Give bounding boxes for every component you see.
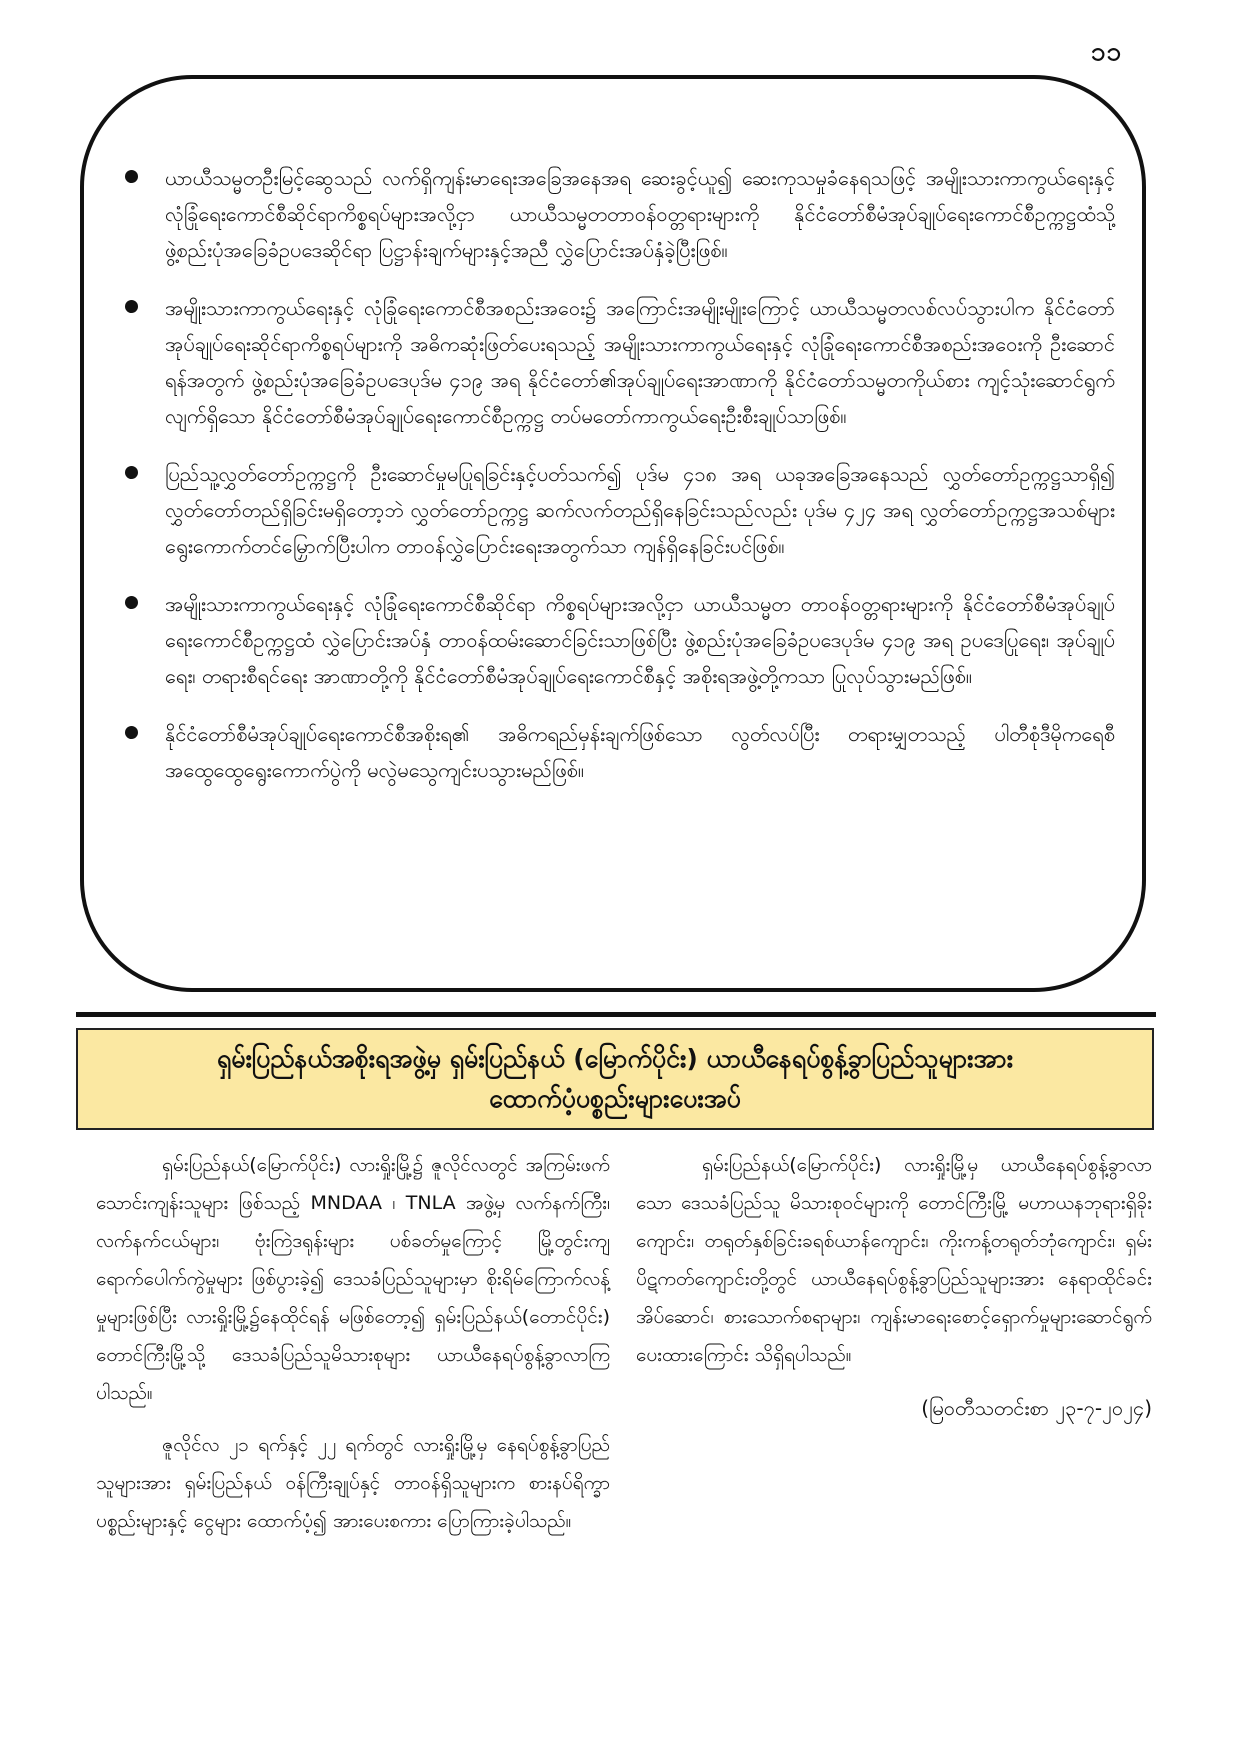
bullet-dot-icon: [125, 170, 138, 183]
headline-line-2: ထောက်ပံ့ပစ္စည်းများပေးအပ်: [489, 1084, 741, 1113]
bullet-dot-icon: [125, 466, 138, 479]
article-paragraph: ရှမ်းပြည်နယ်(မြောက်ပိုင်း) လားရှိုးမြို့မှ ယာယီနေရပ်စွန့်ခွာလာသော ဒေသခံပြည်သူ မိသားစုဝင်များကို တောင်ကြီးမြို့ မဟာယနဘုရားရှိခိုးကျောင်း၊ တရုတ်နှစ်ခြင်းခရစ်ယာန်ကျောင်း၊ ကိုးကန့်တရုတ်ဘုံကျောင်း၊ ရှမ်းပိဋကတ်ကျောင်းတို့တွင် ယာယီနေရပ်စွန့်ခွာပြည်သူများအား နေရာထိုင်ခင်းအိပ်ဆောင်၊ စားသောက်စရာများ၊ ကျန်းမာရေးစောင့်ရှောက်မှုများဆောင်ရွက်ပေးထားကြောင်း သိရှိရပါသည်။: [636, 1154, 1152, 1366]
article-column-left: [96, 1146, 610, 1554]
page-number: ၁၁: [1090, 37, 1122, 67]
article-column-right: [636, 1146, 1152, 1428]
article-paragraph: ရှမ်းပြည်နယ်(မြောက်ပိုင်း) လားရှိုးမြို့၌ ဇူလိုင်လတွင် အကြမ်းဖက်သောင်းကျန်းသူများ ဖြစ်သည့် MNDAA ၊ TNLA အဖွဲ့မှ လက်နက်ကြီး၊ လက်နက်ငယ်များ၊ ဗုံးကြဲဒရုန်းများ ပစ်ခတ်မှုကြောင့် မြို့တွင်းကျရောက်ပေါက်ကွဲမှုများ ဖြစ်ပွားခဲ့၍ ဒေသခံပြည်သူများမှာ စိုးရိမ်ကြောက်လန့်မှုများဖြစ်ပြီး လားရှိုးမြို့၌နေထိုင်ရန် မဖြစ်တော့၍ ရှမ်းပြည်နယ်(တောင်ပိုင်း) တောင်ကြီးမြို့သို့ ဒေသခံပြည်သူမိသားစုများ ယာယီနေရပ်စွန့်ခွာလာကြပါသည်။: [96, 1154, 610, 1404]
bullet-text: အမျိုးသားကာကွယ်ရေးနှင့် လုံခြုံရေးကောင်စီအစည်းအဝေး၌ အကြောင်းအမျိုးမျိုးကြောင့် ယာယီသမ္မတလစ်လပ်သွားပါက နိုင်ငံတော်အုပ်ချုပ်ရေးဆိုင်ရာကိစ္စရပ်များကို အဓိကဆုံးဖြတ်ပေးရသည့် အမျိုးသားကာကွယ်ရေးနှင့် လုံခြုံရေးကောင်စီအစည်းအဝေးကို ဦးဆောင်ရန်အတွက် ဖွဲ့စည်းပုံအခြေခံဥပဒေပုဒ်မ ၄၁၉ အရ နိုင်ငံတော်၏အုပ်ချုပ်ရေးအာဏာကို နိုင်ငံတော်သမ္မတကိုယ်စား ကျင့်သုံးဆောင်ရွက်လျက်ရှိသော နိုင်ငံတော်စီမံအုပ်ချုပ်ရေးကောင်စီဥက္ကဋ္ဌ တပ်မတော်ကာကွယ်ရေးဦးစီးချုပ်သာဖြစ်။: [165, 296, 1115, 428]
bullet-dot-icon: [125, 300, 138, 313]
section-divider: [76, 1012, 1156, 1017]
bullet-item: [125, 456, 1115, 564]
bullet-text: ပြည်သူ့လွှတ်တော်ဥက္ကဋ္ဌကို ဦးဆောင်မှုမပြုရခြင်းနှင့်ပတ်သက်၍ ပုဒ်မ ၄၁၈ အရ ယခုအခြေအနေသည် လွှတ်တော်ဥက္ကဋ္ဌသာရှိ၍ လွှတ်တော်တည်ရှိခြင်းမရှိတော့ဘဲ လွှတ်တော်ဥက္ကဋ္ဌ ဆက်လက်တည်ရှိနေခြင်းသည်လည်း ပုဒ်မ ၄၂၄ အရ လွှတ်တော်ဥက္ကဋ္ဌအသစ်များ ရွေးကောက်တင်မြှောက်ပြီးပါက တာဝန်လွှဲပြောင်းရေးအတွက်သာ ကျန်ရှိနေခြင်းပင်ဖြစ်။: [165, 462, 1115, 558]
bullet-text: နိုင်ငံတော်စီမံအုပ်ချုပ်ရေးကောင်စီအစိုးရ၏ အဓိကရည်မှန်းချက်ဖြစ်သော လွတ်လပ်ပြီး တရားမျှတသည့် ပါတီစုံဒီမိုကရေစီအထွေထွေရွေးကောက်ပွဲကို မလွဲမသွေကျင်းပသွားမည်ဖြစ်။: [165, 722, 1115, 782]
bullet-dot-icon: [125, 596, 138, 609]
bullet-dot-icon: [125, 726, 138, 739]
bullet-item: [125, 716, 1115, 788]
bullet-text: အမျိုးသားကာကွယ်ရေးနှင့် လုံခြုံရေးကောင်စီဆိုင်ရာ ကိစ္စရပ်များအလို့ငှာ ယာယီသမ္မတ တာဝန်ဝတ္တရားများကို နိုင်ငံတော်စီမံအုပ်ချုပ်ရေးကောင်စီဥက္ကဋ္ဌထံ လွှဲပြောင်းအပ်နှံ တာဝန်ထမ်းဆောင်ခြင်းသာဖြစ်ပြီး ဖွဲ့စည်းပုံအခြေခံဥပဒေပုဒ်မ ၄၁၉ အရ ဥပဒေပြုရေး၊ အုပ်ချုပ်ရေး၊ တရားစီရင်ရေး အာဏာတို့ကို နိုင်ငံတော်စီမံအုပ်ချုပ်ရေးကောင်စီနှင့် အစိုးရအဖွဲ့တို့ကသာ ပြုလုပ်သွားမည်ဖြစ်။: [165, 592, 1115, 688]
bullet-item: [125, 160, 1115, 268]
bullet-item: [125, 586, 1115, 694]
bullet-list: [125, 160, 1115, 810]
bullet-text: ယာယီသမ္မတဦးမြင့်ဆွေသည် လက်ရှိကျန်းမာရေးအခြေအနေအရ ဆေးခွင့်ယူ၍ ဆေးကုသမှုခံနေရသဖြင့် အမျိုးသားကာကွယ်ရေးနှင့် လုံခြုံရေးကောင်စီဆိုင်ရာကိစ္စရပ်များအလို့ငှာ ယာယီသမ္မတတာဝန်ဝတ္တရားများကို နိုင်ငံတော်စီမံအုပ်ချုပ်ရေးကောင်စီဥက္ကဋ္ဌထံသို့ ဖွဲ့စည်းပုံအခြေခံဥပဒေဆိုင်ရာ ပြဋ္ဌာန်းချက်များနှင့်အညီ လွှဲပြောင်းအပ်နှံခဲ့ပြီးဖြစ်။: [165, 166, 1115, 262]
article-source: (မြဝတီသတင်းစာ ၂၃-၇-၂၀၂၄): [921, 1396, 1152, 1420]
headline-line-1: ရှမ်းပြည်နယ်အစိုးရအဖွဲ့မှ ရှမ်းပြည်နယ် (မြောက်ပိုင်း) ယာယီနေရပ်စွန့်ခွာပြည်သူများအား: [216, 1044, 1014, 1073]
article-paragraph: ဇူလိုင်လ ၂၁ ရက်နှင့် ၂၂ ရက်တွင် လားရှိုးမြို့မှ နေရပ်စွန့်ခွာပြည်သူများအား ရှမ်းပြည်နယ် ဝန်ကြီးချုပ်နှင့် တာဝန်ရှိသူများက စားနပ်ရိက္ခာပစ္စည်းများနှင့် ငွေများ ထောက်ပံ့၍ အားပေးစကား ပြောကြားခဲ့ပါသည်။: [96, 1434, 610, 1532]
bullet-item: [125, 290, 1115, 434]
article-headline: [76, 1028, 1154, 1130]
